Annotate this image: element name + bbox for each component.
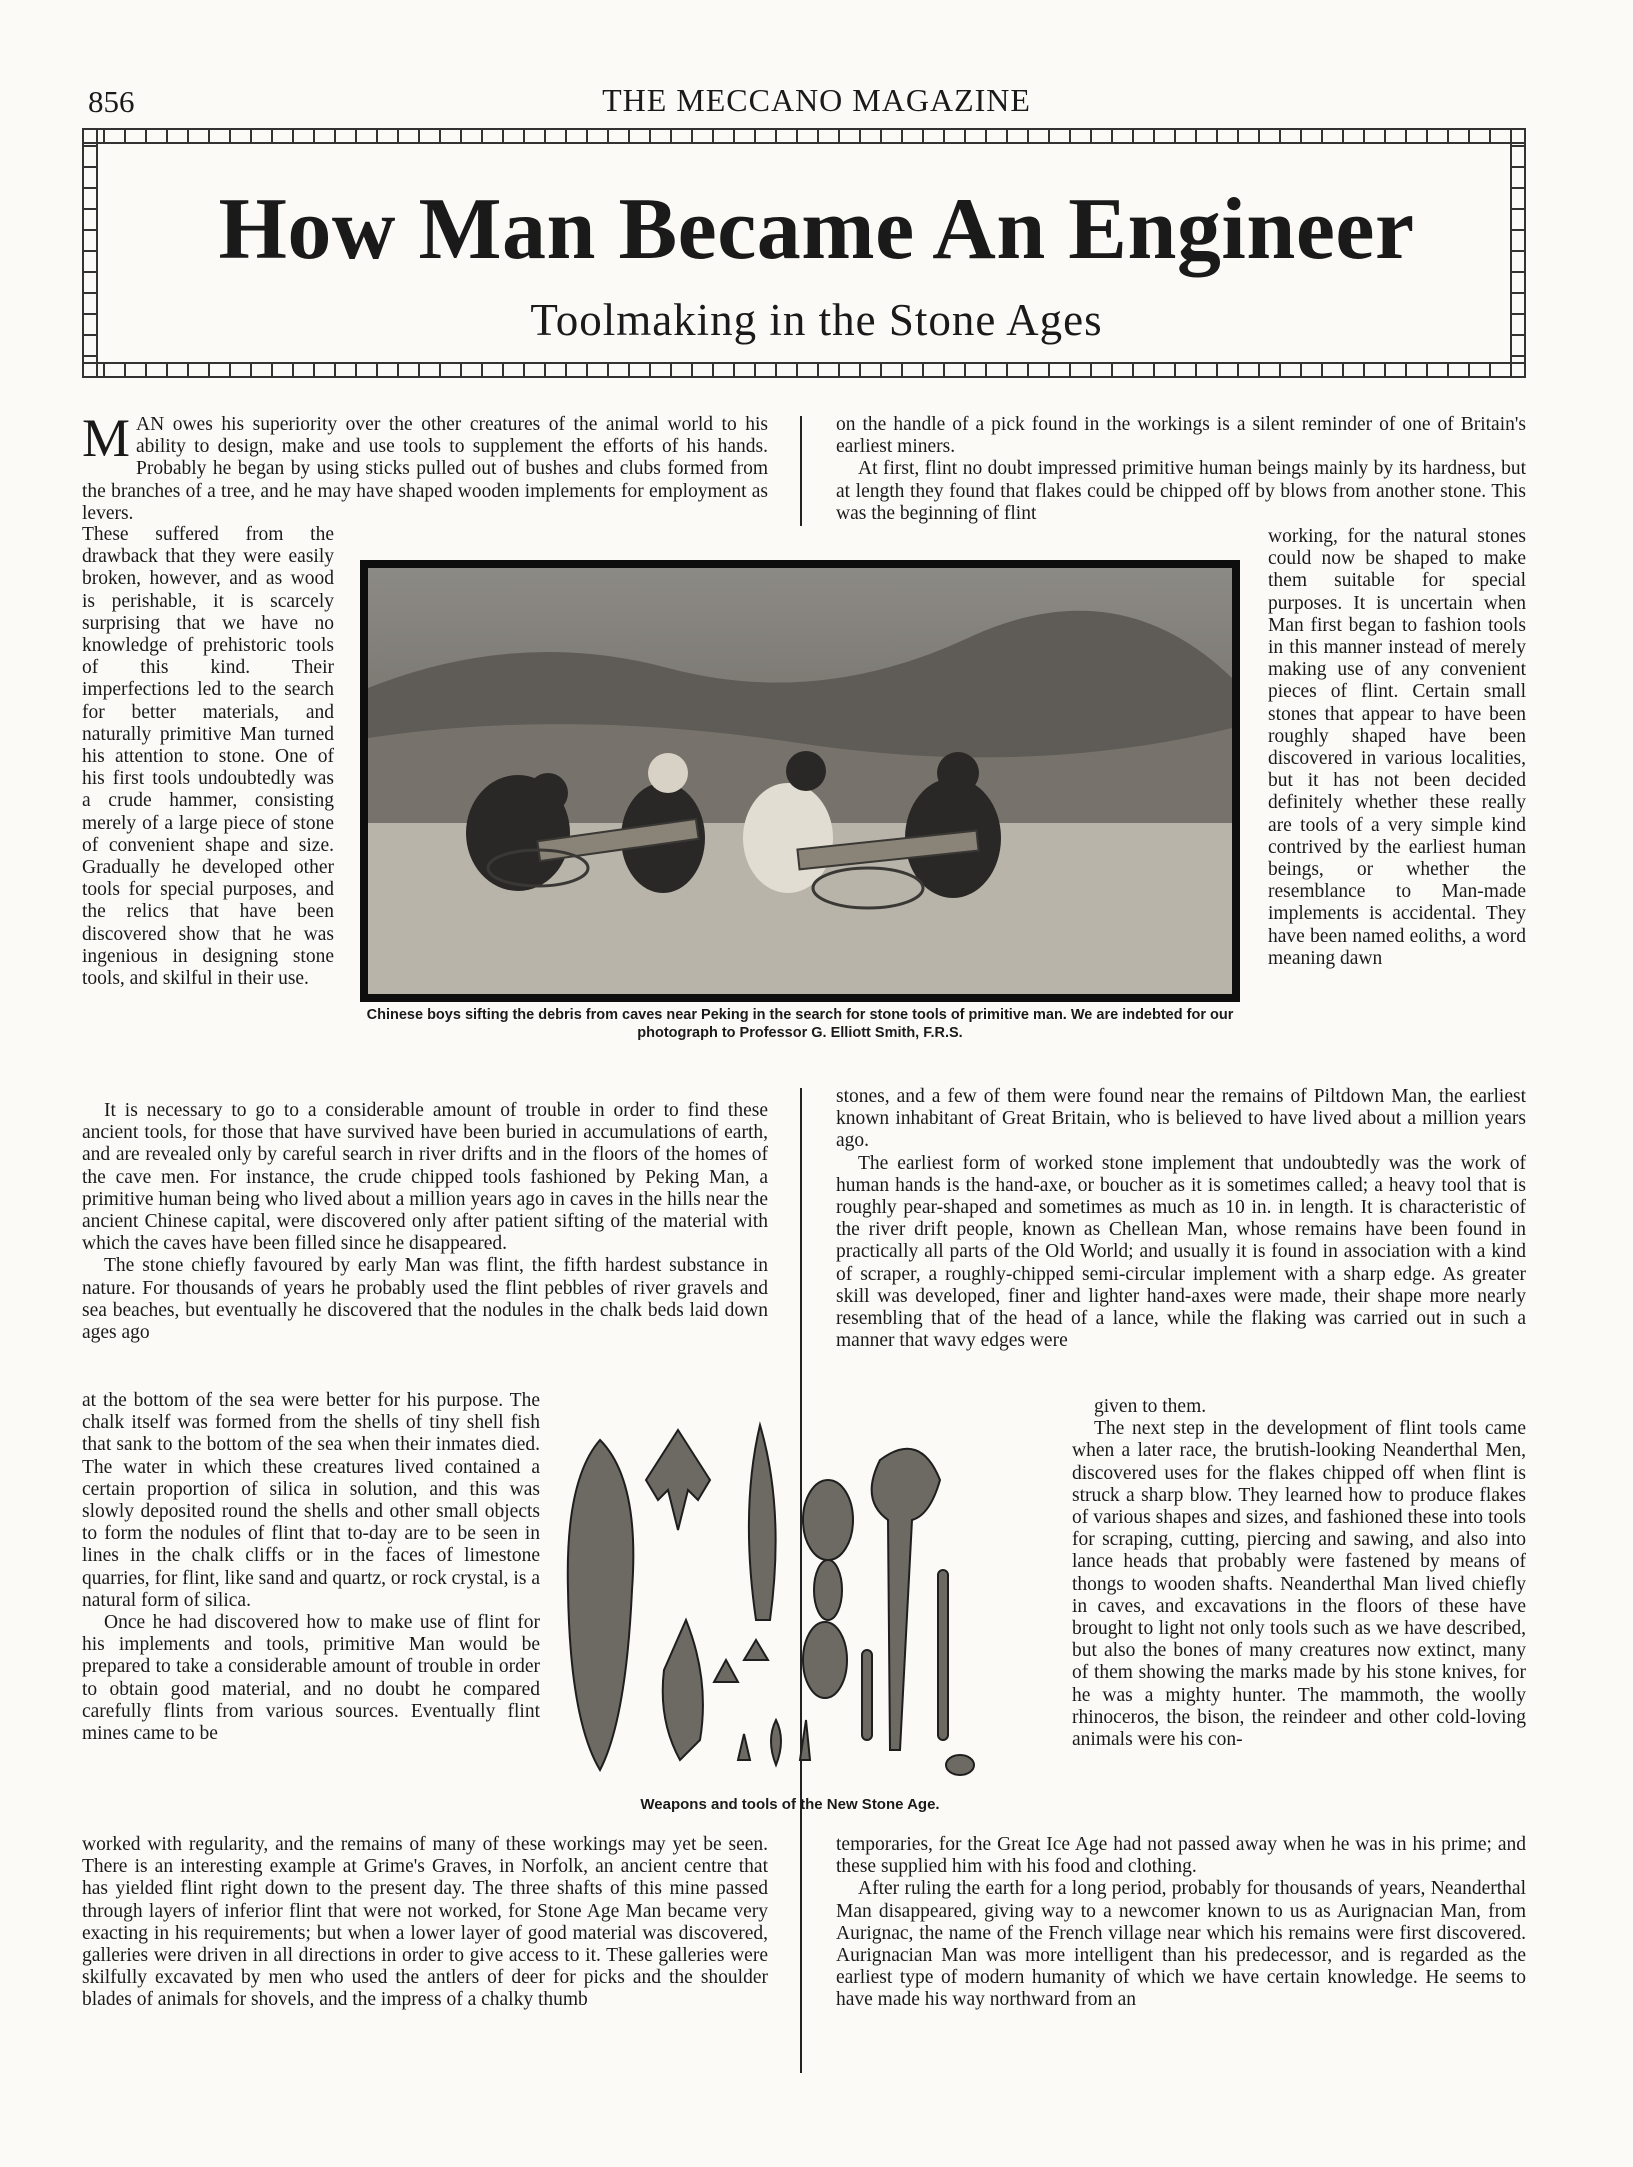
right-wrap-text-2b: The next step in the development of flint tools came when a later race, the brutish-looking Neanderthal Men, discovered uses for the flakes chipped off when flint is struck a sharp blow. They learned how to produce flakes of various shapes and sizes, and fashioned these into tools for scraping, cutting, piercing and sawing, and also into lance heads that probably were fastened by means of thongs to wooden shafts. Neanderthal Man lived chiefly in caves, and excavations in the floors of these have brought to light not only tools such as we have described, but also the bones of many creatures now extinct, many of them showing the marks made by his stone knives, for he was a mighty hunter. The mammoth, the woolly rhinoceros, the bison, the reindeer and other cold-loving animals were his con- xyxy=(1072,1418,1526,1751)
photo-chinese-boys xyxy=(360,560,1240,1002)
intro-paragraph xyxy=(82,408,768,525)
paragraph-hand-axe: The earliest form of worked stone implement that undoubtedly was the work of human hands is the hand-axe, or boucher as it is sometimes called; a heavy tool that is roughly pear-shaped and sometimes as much as 10 in. in length. It is characteristic of the river drift people, known as Chellean Man, whose remains have been found in practically all parts of the Old World; and usually it is found in association with a kind of scraper, a roughly-chipped semi-circular implement with a sharp edge. As greater skill was developed, finer and lighter hand-axes were made, their shape more nearly resembling that of the head of a lance, while the flaking was carried out in such a manner that wavy edges were xyxy=(836,1152,1526,1352)
running-head: THE MECCANO MAGAZINE xyxy=(602,82,1031,118)
column-rule-top xyxy=(800,416,802,526)
right-wrap-column-2 xyxy=(1072,1396,1526,1751)
left-wrap-column xyxy=(82,524,334,990)
paragraph-miners: on the handle of a pick found in the workings is a silent reminder of one of Britain's earliest miners. xyxy=(836,414,1526,458)
tools-caption: Weapons and tools of the New Stone Age. xyxy=(640,1796,940,1813)
photo-caption: Chinese boys sifting the debris from caves near Peking in the search for stone tools of primitive man. We are indebted for our photograph to Professor G. Elliott Smith, F.R.S. xyxy=(366,1007,1234,1041)
article-subtitle: Toolmaking in the Stone Ages xyxy=(530,295,1103,345)
left-wrap-text-1: These suffered from the drawback that they were easily broken, however, and as wood is perishable, it is scarcely surprising that we have no knowledge of prehistoric tools of this kind. Their imperfections led to the search for better materials, and naturally primitive Man turned his attention to stone. One of his first tools undoubtedly was a crude hammer, consisting merely of a large piece of stone of convenient shape and size. Gradually he developed other tools for special purposes, and the relics that have been discovered show that he was ingenious in designing stone tools, and skilful in their use. xyxy=(82,524,334,990)
left-wrap-text-2: at the bottom of the sea were better for his purpose. The chalk itself was formed from the shells of tiny shell fish that sank to the bottom of the sea when their inmates died. The water in which these creatures lived contained a certain proportion of silica in solution, and this was slowly deposited round the shells and other small objects to form the nodules of flint that to-day are to be seen in lines in the chalk cliffs or in the faces of limestone quarries, for flint, like sand and quartz, or rock crystal, is a natural form of silica. xyxy=(82,1390,540,1611)
right-column-top xyxy=(836,414,1526,525)
right-wrap-column xyxy=(1268,526,1526,970)
left-column-mid xyxy=(82,1100,768,1344)
paragraph-grimes-graves: worked with regularity, and the remains of many of these workings may yet be seen. There is an interesting example at Grime's Graves, in Norfolk, an ancient centre that has yielded flint right down to the present day. The three shafts of this mine passed through layers of inferior flint that were not worked, for Stone Age Man became very exacting in his requirements; but when a lower layer of good material was discovered, galleries were driven in all directions in order to give access to it. These galleries were skilfully excavated by men who used the antlers of deer for picks and the shoulder blades of animals for shovels, and the impress of a chalky thumb xyxy=(82,1834,768,2011)
intro-text: AN owes his superiority over the other creatures of the animal world to his ability to design, make and use tools to supplement the efforts of his hands. Probably he began by using sticks pulled out of bushes and clubs formed from the branches of a tree, and he may have shaped wooden implements for employment as levers. xyxy=(82,414,768,524)
title-frame-bottom xyxy=(82,362,1526,378)
right-wrap-text-2a: given to them. xyxy=(1094,1396,1207,1417)
drop-cap: M xyxy=(82,408,131,468)
right-column-mid xyxy=(836,1086,1526,1352)
title-frame-top xyxy=(82,128,1526,144)
page-number: 856 xyxy=(88,84,135,119)
left-column-bottom xyxy=(82,1834,768,2012)
left-wrap-text-3: Once he had discovered how to make use of flint for his implements and tools, primitive Man would be prepared to take a considerable amount of trouble in order to obtain good material, and no doubt he compared carefully flints from various sources. Eventually flint mines came to be xyxy=(82,1612,540,1745)
paragraph-finding-tools: It is necessary to go to a considerable amount of trouble in order to find these ancient tools, for those that have survived have been buried in accumulations of earth, and are revealed only by careful search in river drifts and in the floors of the homes of the cave men. For instance, the crude chipped tools fashioned by Peking Man, a primitive human being who lived about a million years ago in caves in the hills near the ancient Chinese capital, were discovered only after patient sifting of the material with which the caves have been filled since he disappeared. xyxy=(82,1100,768,1255)
paragraph-aurignacian: After ruling the earth for a long period, probably for thousands of years, Neanderthal Man disappeared, giving way to a newcomer known to us as Aurignacian Man, from Aurignac, the name of the French village near which his remains were first discovered. Aurignacian Man was more intelligent than his predecessor, and is regarded as the earliest type of modern humanity of which we have certain knowledge. He seems to have made his way northward from an xyxy=(836,1878,1526,2011)
paragraph-flint: The stone chiefly favoured by early Man was flint, the fifth hardest substance in nature. For thousands of years he probably used the flint pebbles of river gravels and sea beaches, but eventually he discovered that the nodules in the chalk beds laid down ages ago xyxy=(82,1255,768,1344)
left-wrap-column-2 xyxy=(82,1390,540,1745)
article-title: How Man Became An Engineer xyxy=(218,181,1415,278)
right-wrap-text-1: working, for the natural stones could now be shaped to make them suitable for special purposes. It is uncertain when Man first began to fashion tools in this manner instead of merely making use of any convenient pieces of flint. Certain small stones that appear to have been roughly shaped have been discovered in various localities, but it has not been decided definitely whether these really are tools of a very simple kind contrived by the earliest human beings, or whether the resemblance to Man-made implements is accidental. They have been named eoliths, a word meaning dawn xyxy=(1268,526,1526,969)
right-column-bottom xyxy=(836,1834,1526,2012)
paragraph-ice-age: temporaries, for the Great Ice Age had not passed away when he was in his prime; and these supplied him with his food and clothing. xyxy=(836,1834,1526,1878)
paragraph-piltdown: stones, and a few of them were found near the remains of Piltdown Man, the earliest known inhabitant of Great Britain, who is believed to have lived about a million years ago. xyxy=(836,1086,1526,1152)
illustration-stone-tools xyxy=(560,1420,1000,1790)
paragraph-flakes: At first, flint no doubt impressed primitive human beings mainly by its hardness, but at length they found that flakes could be chipped off by blows from another stone. This was the beginning of flint xyxy=(836,458,1526,524)
